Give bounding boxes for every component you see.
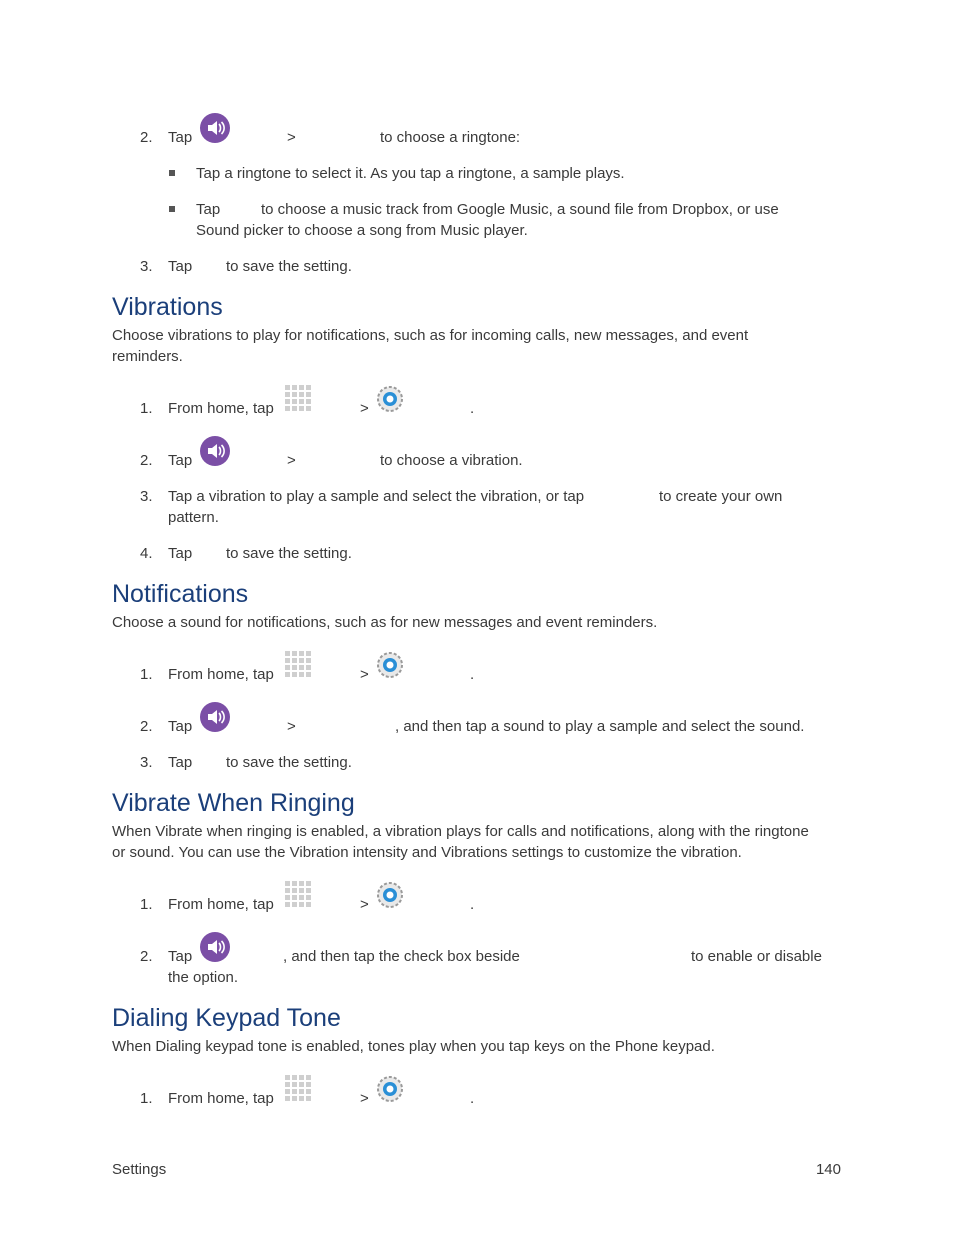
- section-heading: Notifications: [112, 580, 249, 608]
- volume-icon: [200, 702, 230, 732]
- separator: >: [287, 452, 296, 469]
- bullet-marker: [169, 170, 175, 176]
- paragraph: Choose a sound for notifications, such as for new messages and event reminders.: [112, 614, 658, 631]
- apps-grid-icon: [284, 650, 313, 679]
- step-number: 2.: [140, 129, 153, 146]
- step-number: 1.: [140, 1090, 153, 1107]
- paragraph: When Dialing keypad tone is enabled, tones play when you tap keys on the Phone keypad.: [112, 1038, 715, 1055]
- step-text: .: [470, 1090, 475, 1107]
- step-text: to choose a vibration.: [380, 452, 523, 469]
- step-number: 3.: [140, 258, 153, 275]
- step-text: pattern.: [168, 509, 219, 526]
- step-text: From home, tap: [168, 896, 274, 913]
- bullet-text: Tap a ringtone to select it. As you tap a ringtone, a sample plays.: [196, 165, 625, 182]
- bullet-text: to choose a music track from Google Music, a sound file from Dropbox, or use: [261, 201, 779, 218]
- separator: >: [287, 718, 296, 735]
- step-text: From home, tap: [168, 666, 274, 683]
- apps-grid-icon: [284, 880, 313, 909]
- settings-gear-icon: [375, 880, 405, 910]
- paragraph: reminders.: [112, 348, 183, 365]
- step-number: 1.: [140, 400, 153, 417]
- step-text: to save the setting.: [226, 754, 352, 771]
- section-heading: Dialing Keypad Tone: [112, 1004, 341, 1032]
- step-text: Tap: [168, 452, 193, 469]
- volume-icon: [200, 113, 230, 143]
- step-number: 4.: [140, 545, 153, 562]
- step-text: .: [470, 896, 475, 913]
- settings-gear-icon: [375, 384, 405, 414]
- step-number: 3.: [140, 488, 153, 505]
- step-text: the option.: [168, 969, 239, 986]
- step-text: to create your own: [659, 488, 783, 505]
- paragraph: Choose vibrations to play for notifications, such as for incoming calls, new messages, and event: [112, 327, 749, 344]
- settings-gear-icon: [375, 1074, 405, 1104]
- separator: >: [360, 896, 369, 913]
- section-heading: Vibrations: [112, 293, 223, 321]
- apps-grid-icon: [284, 1074, 313, 1103]
- step-number: 2.: [140, 948, 153, 965]
- step-text: .: [470, 400, 475, 417]
- separator: >: [360, 666, 369, 683]
- step-text: Tap: [168, 754, 193, 771]
- separator: >: [360, 400, 369, 417]
- volume-icon: [200, 932, 230, 962]
- section-heading: Vibrate When Ringing: [112, 789, 355, 817]
- step-text: Tap: [168, 129, 193, 146]
- step-text: to choose a ringtone:: [380, 129, 521, 146]
- step-text: Tap a vibration to play a sample and select the vibration, or tap: [168, 488, 585, 505]
- settings-gear-icon: [375, 650, 405, 680]
- step-text: , and then tap the check box beside: [283, 948, 520, 965]
- bullet-text: Sound picker to choose a song from Music player.: [196, 222, 528, 239]
- step-text: From home, tap: [168, 400, 274, 417]
- step-number: 2.: [140, 718, 153, 735]
- step-text: Tap: [168, 948, 193, 965]
- paragraph: When Vibrate when ringing is enabled, a vibration plays for calls and notifications, along with the ringtone: [112, 823, 809, 840]
- step-text: Tap: [168, 718, 193, 735]
- step-text: , and then tap a sound to play a sample and select the sound.: [395, 718, 805, 735]
- step-text: to save the setting.: [226, 258, 352, 275]
- step-number: 1.: [140, 896, 153, 913]
- step-text: to enable or disable: [691, 948, 822, 965]
- step-number: 1.: [140, 666, 153, 683]
- step-text: .: [470, 666, 475, 683]
- step-text: Tap: [168, 545, 193, 562]
- step-number: 2.: [140, 452, 153, 469]
- separator: >: [287, 129, 296, 146]
- apps-grid-icon: [284, 384, 313, 413]
- footer-section: Settings: [112, 1161, 167, 1178]
- bullet-text: Tap: [196, 201, 221, 218]
- bullet-marker: [169, 206, 175, 212]
- volume-icon: [200, 436, 230, 466]
- step-number: 3.: [140, 754, 153, 771]
- page-number: 140: [815, 1161, 841, 1178]
- step-text: Tap: [168, 258, 193, 275]
- step-text: to save the setting.: [226, 545, 352, 562]
- separator: >: [360, 1090, 369, 1107]
- paragraph: or sound. You can use the Vibration intensity and Vibrations settings to customize the vibration.: [112, 844, 742, 861]
- step-text: From home, tap: [168, 1090, 274, 1107]
